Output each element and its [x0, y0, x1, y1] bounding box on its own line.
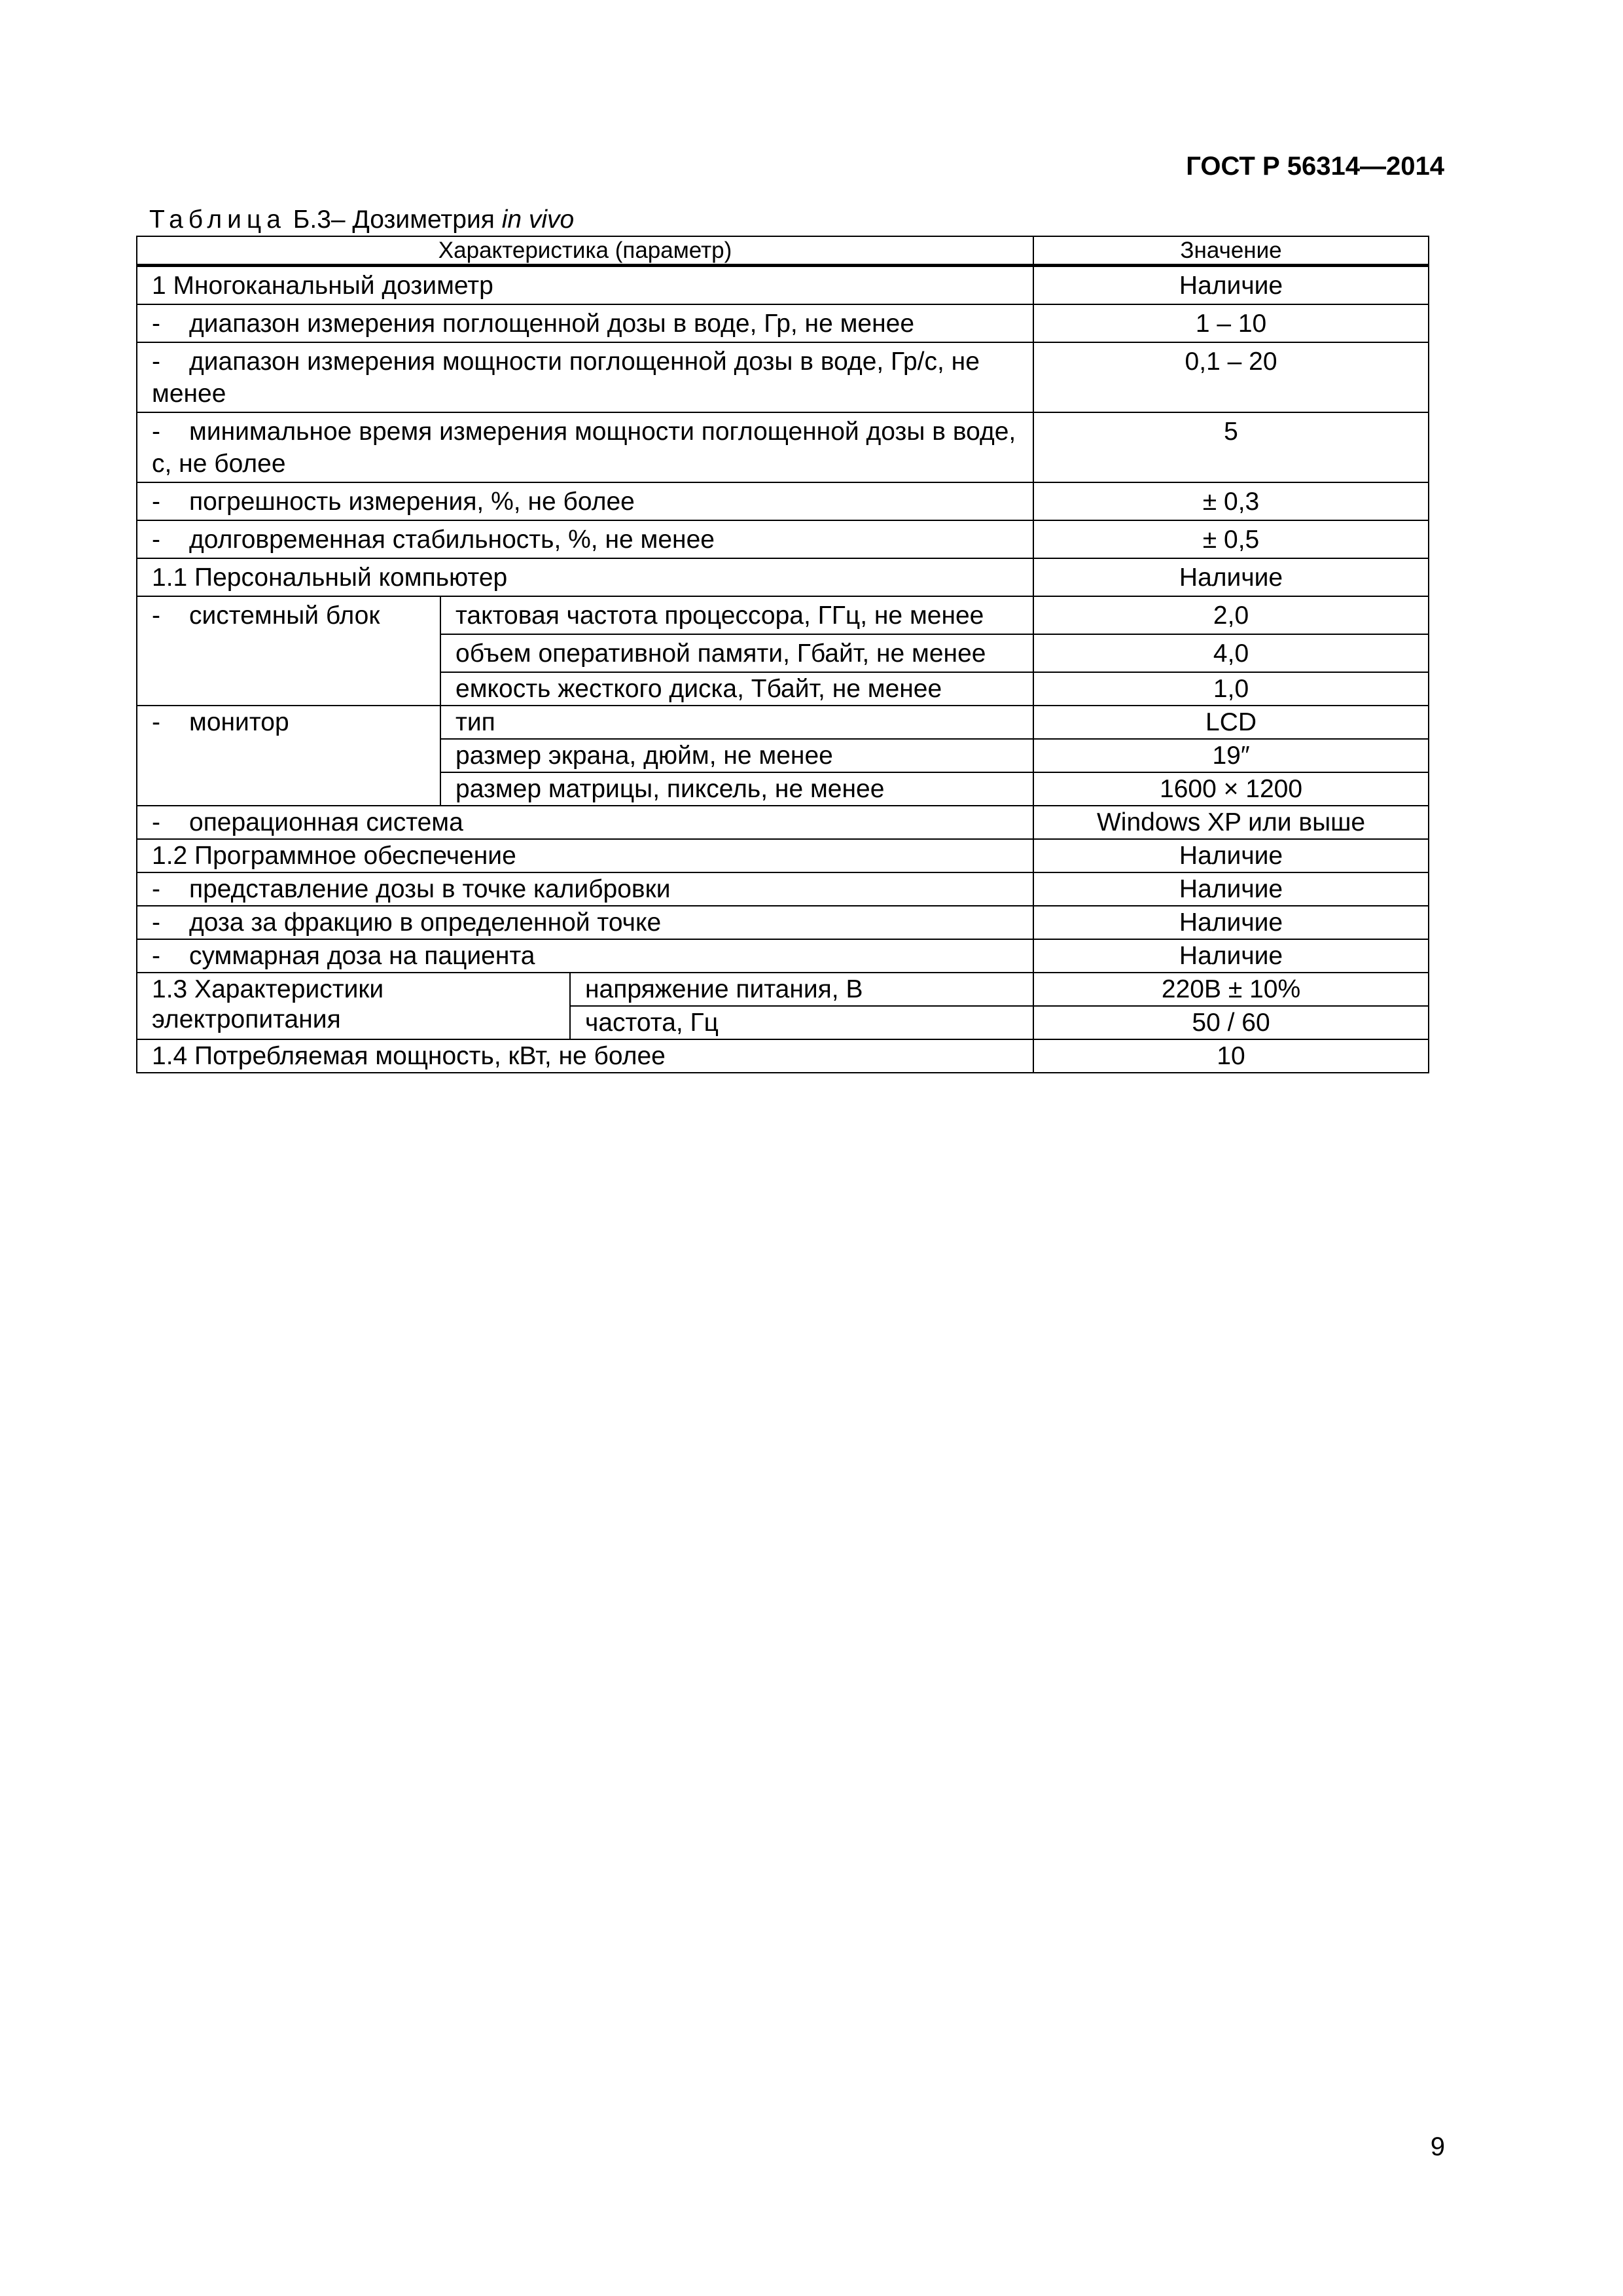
table-row [137, 342, 1429, 412]
row-value: 2,0 [1033, 596, 1429, 634]
row-value: 4,0 [1033, 634, 1429, 672]
table-row [137, 558, 1429, 596]
row-label-text: суммарная доза на пациента [189, 942, 535, 970]
row-value: Наличие [1033, 266, 1429, 305]
table-row [137, 412, 1429, 482]
row-label-text: диапазон измерения мощности поглощенной дозы в воде, Гр/с, не менее [152, 348, 980, 408]
list-dash: - [152, 908, 160, 937]
row-label-text: представление дозы в точке калибровки [189, 875, 671, 903]
row-label-text: операционная система [189, 808, 463, 836]
row-value: 1600 × 1200 [1033, 772, 1429, 806]
row-label: 1.4 Потребляемая мощность, кВт, не более [137, 1039, 1033, 1073]
list-dash: - [152, 310, 160, 338]
table-row [137, 1039, 1429, 1073]
row-label [137, 520, 1033, 558]
list-dash: - [152, 348, 160, 376]
table-row [137, 520, 1429, 558]
list-dash: - [152, 942, 160, 970]
row-value: 1,0 [1033, 672, 1429, 706]
table-row [137, 482, 1429, 520]
row-value: LCD [1033, 706, 1429, 739]
row-value: 5 [1033, 412, 1429, 482]
table-row [137, 304, 1429, 342]
row-label-text: погрешность измерения, %, не более [189, 488, 635, 516]
table-row [137, 906, 1429, 939]
table-row [137, 973, 1429, 1006]
table-row [137, 706, 1429, 739]
document-code: ГОСТ Р 56314—2014 [1186, 152, 1444, 181]
row-label [137, 872, 1033, 906]
caption-number: Б.3– [293, 206, 346, 234]
row-label [137, 906, 1033, 939]
row-label [137, 304, 1033, 342]
row-value: 0,1 – 20 [1033, 342, 1429, 412]
row-label: 1.1 Персональный компьютер [137, 558, 1033, 596]
monitor-label [137, 706, 440, 806]
row-value: 50 / 60 [1033, 1006, 1429, 1039]
table-row [137, 806, 1429, 839]
row-value: Наличие [1033, 906, 1429, 939]
row-value: Наличие [1033, 558, 1429, 596]
row-value: ± 0,5 [1033, 520, 1429, 558]
sub-row-label: частота, Гц [570, 1006, 1033, 1039]
table-row [137, 266, 1429, 305]
row-label-text: минимальное время измерения мощности поглощенной дозы в воде, с, не более [152, 418, 1016, 478]
table-row [137, 839, 1429, 872]
sub-row-label: тактовая частота процессора, ГГц, не менее [440, 596, 1033, 634]
row-label-text: долговременная стабильность, %, не менее [189, 526, 715, 554]
power-label: 1.3 Характеристики электропитания [137, 973, 570, 1039]
row-label [137, 806, 1033, 839]
table-caption [149, 204, 574, 236]
sub-row-label: объем оперативной памяти, Гбайт, не менее [440, 634, 1033, 672]
sub-row-label: размер матрицы, пиксель, не менее [440, 772, 1033, 806]
list-dash: - [152, 708, 160, 736]
list-dash: - [152, 526, 160, 554]
row-value: 220В ± 10% [1033, 973, 1429, 1006]
table-row [137, 872, 1429, 906]
row-value: Наличие [1033, 839, 1429, 872]
sub-row-label: напряжение питания, В [570, 973, 1033, 1006]
page-number: 9 [1430, 2132, 1445, 2161]
row-label: 1 Многоканальный дозиметр [137, 266, 1033, 305]
row-label [137, 939, 1033, 973]
row-label: 1.2 Программное обеспечение [137, 839, 1033, 872]
list-dash: - [152, 418, 160, 446]
system-unit-label [137, 596, 440, 706]
caption-word: Таблица [149, 206, 286, 234]
row-value: 1 – 10 [1033, 304, 1429, 342]
row-label [137, 342, 1033, 412]
list-dash: - [152, 875, 160, 903]
row-value: ± 0,3 [1033, 482, 1429, 520]
row-label-text: диапазон измерения поглощенной дозы в воде, Гр, не менее [189, 310, 915, 338]
table-row [137, 939, 1429, 973]
row-label [137, 482, 1033, 520]
row-value: 19″ [1033, 739, 1429, 772]
caption-italic: in vivo [501, 206, 575, 234]
row-value: 10 [1033, 1039, 1429, 1073]
row-label-text: доза за фракцию в определенной точке [189, 908, 662, 937]
row-value: Наличие [1033, 872, 1429, 906]
row-value: Windows XP или выше [1033, 806, 1429, 839]
row-label-text: системный блок [189, 601, 380, 630]
table-row [137, 596, 1429, 634]
list-dash: - [152, 601, 160, 630]
list-dash: - [152, 488, 160, 516]
header-parameter: Характеристика (параметр) [137, 236, 1033, 266]
list-dash: - [152, 808, 160, 836]
row-label [137, 412, 1033, 482]
header-value: Значение [1033, 236, 1429, 266]
sub-row-label: тип [440, 706, 1033, 739]
row-value: Наличие [1033, 939, 1429, 973]
spec-table [136, 236, 1429, 1073]
caption-title: Дозиметрия [352, 206, 495, 234]
sub-row-label: размер экрана, дюйм, не менее [440, 739, 1033, 772]
row-label-text: монитор [189, 708, 289, 736]
sub-row-label: емкость жесткого диска, Тбайт, не менее [440, 672, 1033, 706]
table-header-row [137, 236, 1429, 266]
